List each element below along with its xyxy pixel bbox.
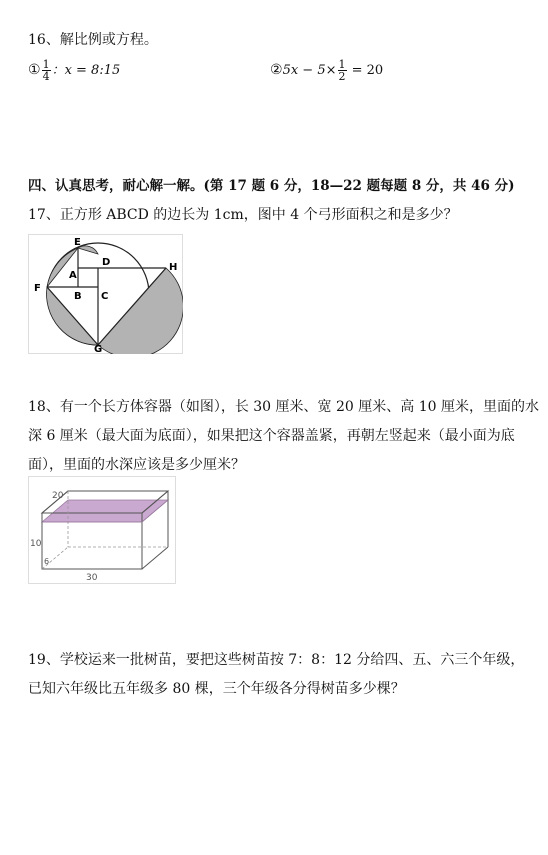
q16-eq1-marker: ① (28, 62, 41, 78)
q16-eq2-fraction: $\frac{1}{2}$ (338, 58, 346, 83)
q18-label-length: 30 (86, 573, 98, 583)
q19-line-1: 19、学校运来一批树苗，要把这些树苗按 7：8：12 分给四、五、六三个年级， (28, 652, 525, 668)
q17-figure (28, 234, 183, 354)
q18-line-2: 深 6 厘米（最大面为底面），如果把这个容器盖紧，再朝左竖起来（最小面为底 (28, 428, 515, 444)
q16-equation-2 (270, 58, 383, 83)
q16-eq2-pre: 5x − 5× (282, 63, 337, 78)
section-4-heading: 四、认真思考，耐心解一解。(第 17 题 6 分，18—22 题每题 8 分，共 46 分) (28, 178, 515, 194)
q18-label-depth: 6 (44, 557, 50, 566)
q18-label-height: 10 (30, 539, 42, 549)
q16-title: 16、解比例或方程。 (28, 32, 158, 48)
q17-text: 17、正方形 ABCD 的边长为 1cm，图中 4 个弓形面积之和是多少？ (28, 207, 458, 223)
q16-eq2-marker: ② (270, 62, 283, 78)
q17-label-a: A (69, 270, 77, 281)
q17-label-b: B (74, 291, 82, 302)
q18-figure (28, 476, 176, 584)
q16-eq2-rest: = 20 (347, 63, 384, 78)
q16-eq1-rest: ：x = 8:15 (51, 63, 121, 78)
q17-label-g: G (94, 344, 103, 354)
q18-figure-border (29, 477, 176, 584)
q16-eq1-fraction: $\frac{1}{4}$ (42, 58, 50, 83)
q18-line-1: 18、有一个长方体容器（如图），长 30 厘米、宽 20 厘米、高 10 厘米，里面的水 (28, 399, 539, 415)
q17-label-e: E (74, 237, 81, 248)
q17-label-h: H (169, 262, 178, 273)
q18-label-width: 20 (52, 491, 64, 501)
q19-text (28, 646, 524, 704)
q17-label-f: F (34, 283, 41, 294)
q18-text (28, 393, 539, 480)
q17-label-d: D (102, 257, 111, 268)
q17-label-c: C (101, 291, 109, 302)
q16-equation-1 (28, 58, 120, 83)
q18-line-3: 面），里面的水深应该是多少厘米？ (28, 457, 245, 473)
q19-line-2: 已知六年级比五年级多 80 棵，三个年级各分得树苗多少棵？ (28, 681, 405, 697)
